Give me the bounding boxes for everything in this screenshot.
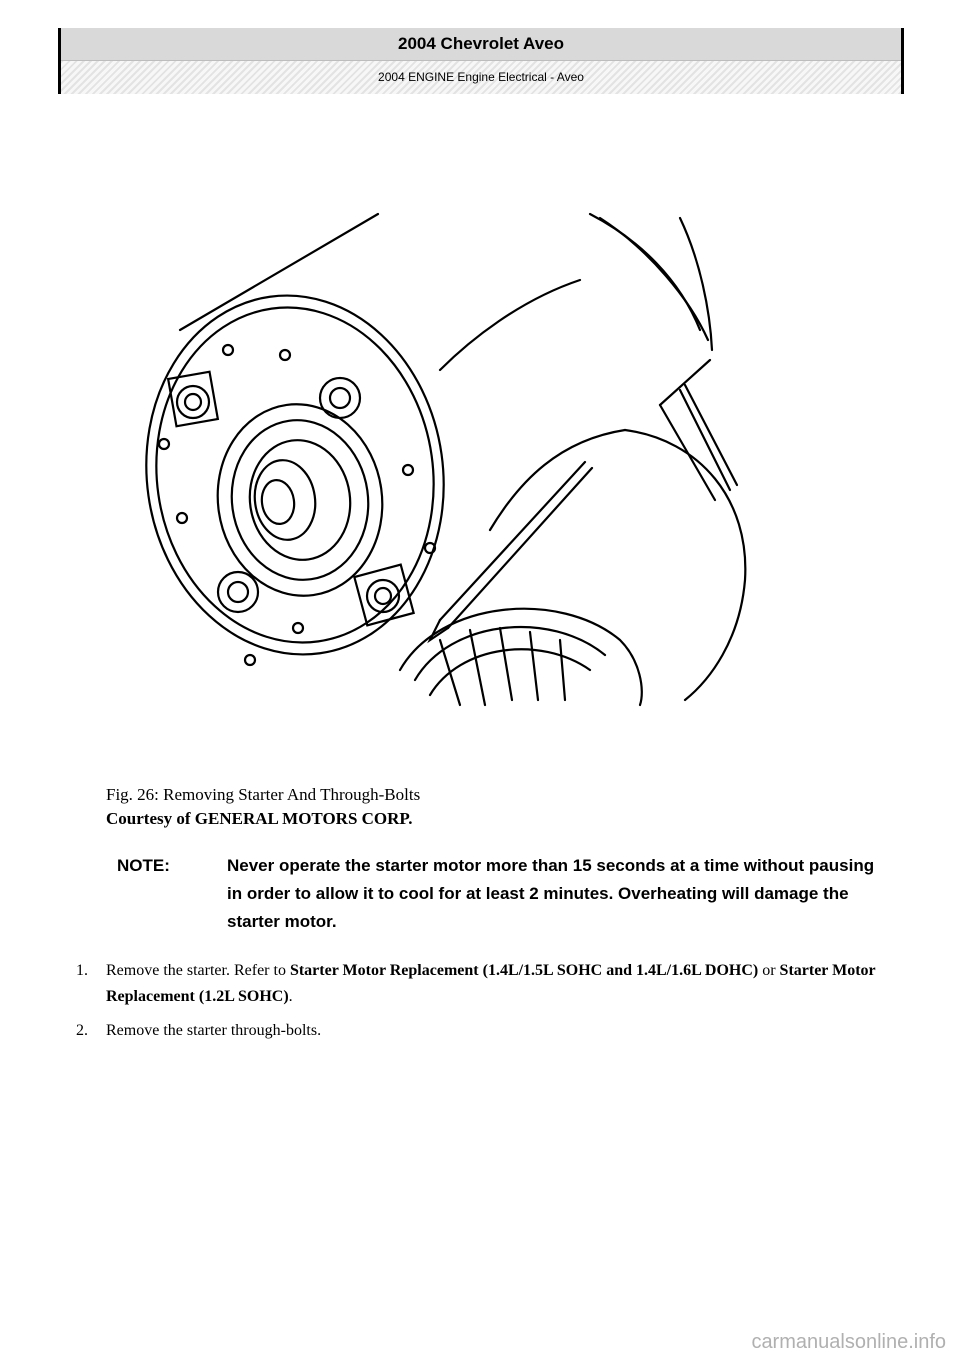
starter-illustration: [140, 200, 780, 710]
figure-caption-title: Fig. 26: Removing Starter And Through-Bolts: [106, 785, 421, 804]
list-item: [76, 958, 896, 1010]
figure-caption-courtesy: Courtesy of GENERAL MOTORS CORP.: [106, 809, 413, 828]
starter-motor-replacement-link-1[interactable]: Starter Motor Replacement (1.4L/1.5L SOHC and 1.4L/1.6L DOHC): [289, 962, 759, 979]
step-text-suffix: .: [288, 988, 293, 1005]
manual-title: 2004 Chevrolet Aveo: [61, 28, 901, 61]
section-subtitle: 2004 ENGINE Engine Electrical - Aveo: [61, 61, 901, 94]
bolt-bottom-right: [354, 565, 413, 626]
procedure-steps: [76, 958, 896, 1052]
step-number: 1.: [76, 962, 88, 979]
bolt-top-right: [320, 378, 360, 418]
note-label: NOTE:: [117, 856, 170, 875]
bolt-bottom-left: [218, 572, 258, 612]
page-header: [58, 28, 904, 94]
step-text-middle: or: [758, 962, 780, 979]
site-watermark: carmanualsonline.info: [751, 1331, 946, 1353]
step-text: Remove the starter through-bolts.: [106, 1022, 322, 1039]
list-item: [76, 1018, 896, 1044]
step-text-prefix: Remove the starter. Refer to: [106, 962, 290, 979]
step-text: [106, 958, 896, 1010]
figure-caption: [106, 783, 420, 831]
step-number: 2.: [76, 1022, 88, 1039]
starter-motor-replacement-link-2[interactable]: Starter Motor Replacement (1.2L SOHC): [106, 962, 876, 1005]
note-text: Never operate the starter motor more than 15 seconds at a time without pausing in order to allow it to cool for at least 2 minutes. Overheating will damage the starter motor.: [227, 856, 875, 931]
note-block: [117, 852, 897, 936]
starter-motor-figure: [140, 200, 780, 710]
